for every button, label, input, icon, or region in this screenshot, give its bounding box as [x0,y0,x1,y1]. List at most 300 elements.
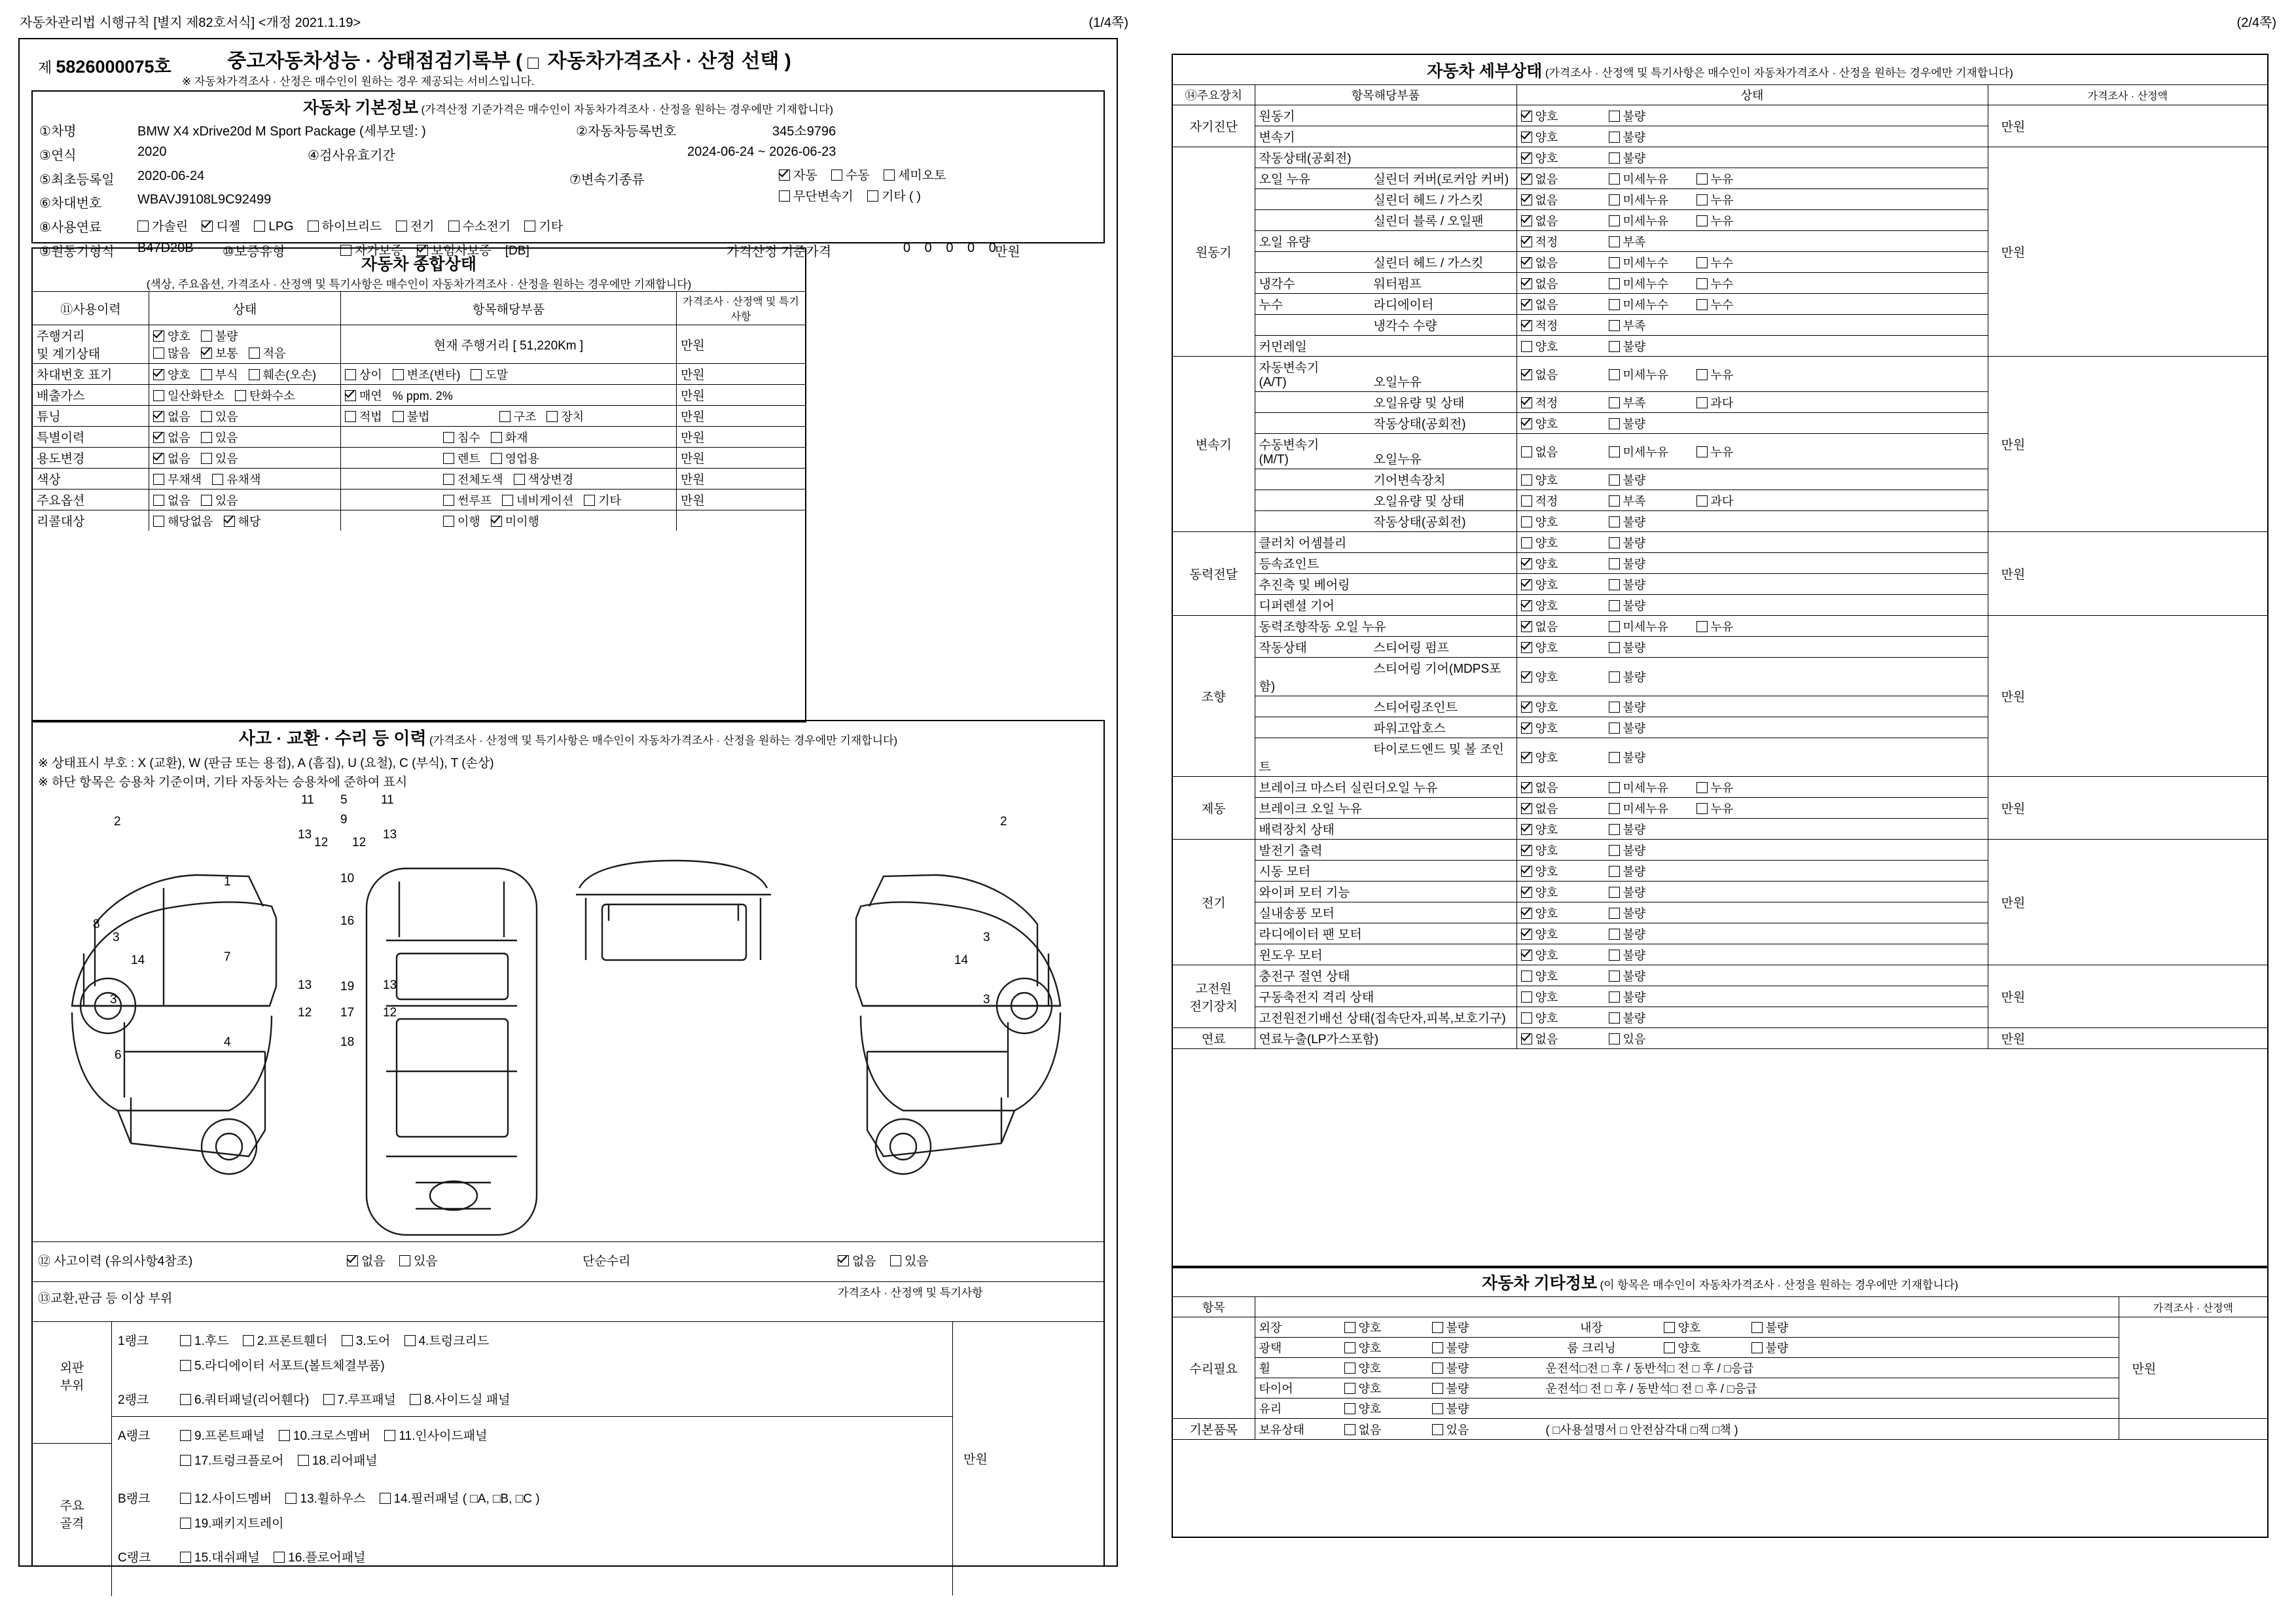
detail-state-cell[interactable] [1516,434,1988,469]
detail-state-cell[interactable] [1516,574,1988,595]
detail-g6-r0-0-checkbox[interactable] [1521,845,1532,856]
etc-g0-l1-1-checkbox[interactable] [1432,1342,1443,1353]
etc-g0-l0-1-checkbox[interactable] [1432,1322,1443,1333]
row-state-vinmark[interactable]: 양호 부식 훼손(오손) [149,364,341,385]
simple-none-checkbox[interactable] [838,1255,849,1266]
detail-g1-r4-0-checkbox[interactable] [1521,236,1532,247]
row-state-usechange[interactable]: 없음 있음 [149,448,341,469]
detail-g4-r2-0-checkbox[interactable] [1521,671,1532,683]
detail-g2-r5-0-checkbox[interactable] [1521,495,1532,507]
detail-g1-r2-0-label: 없음 [1535,193,1558,207]
detail-g1-r5-0-checkbox[interactable] [1521,257,1532,268]
detail-g2-r4-0-checkbox[interactable] [1521,474,1532,486]
detail-g2-r2-0-label: 양호 [1535,417,1558,431]
fuel-etc-checkbox[interactable] [524,221,535,232]
detail-g6-r5-1-checkbox[interactable] [1609,950,1620,961]
detail-g1-r3-0-checkbox[interactable] [1521,215,1532,226]
detail-g1-r3-1-checkbox[interactable] [1609,215,1620,226]
part-quarter-panel-checkbox[interactable] [180,1394,191,1405]
detail-g2-r1-1-checkbox[interactable] [1609,397,1620,408]
options-yes-checkbox[interactable] [201,495,212,506]
rank-2-items[interactable]: 6.쿼터패널(리어휀다) 7.루프패널 8.사이드실 패널 [180,1390,520,1408]
detail-g7-r0-0-checkbox[interactable] [1521,971,1532,982]
detail-g4-r4-1-checkbox[interactable] [1609,722,1620,734]
detail-g1-r5-2-checkbox[interactable] [1696,257,1708,268]
detail-g2-r3-2-label: 누유 [1710,445,1734,459]
etc-g0-l1-1-label: 불량 [1446,1342,1469,1355]
row-state-recall[interactable]: 해당없음 해당 [149,510,341,531]
detail-g1-r0-1-label: 불량 [1623,151,1646,165]
detail-g8-r0-0-checkbox[interactable] [1521,1033,1532,1044]
etc-g0-l2-0-checkbox[interactable] [1344,1363,1355,1374]
detail-g4-r1-1-checkbox[interactable] [1609,642,1620,653]
detail-g0-r1-0-checkbox[interactable] [1521,132,1532,143]
detail-g4-r3-1-checkbox[interactable] [1609,702,1620,713]
detail-g3-r2-0-checkbox[interactable] [1521,579,1532,590]
transmission-manual-checkbox[interactable] [831,169,842,181]
detail-state-cell[interactable] [1516,210,1988,231]
detail-g5-r1-2-checkbox[interactable] [1696,803,1708,814]
detail-state-cell[interactable] [1516,861,1988,882]
emission-values: % ppm. 2% [392,389,453,402]
detail-g2-r3-0-checkbox[interactable] [1521,446,1532,457]
transmission-etc-checkbox[interactable] [867,190,878,202]
part-inside-panel-checkbox[interactable] [384,1430,395,1441]
fuel-hydrogen-checkbox[interactable] [448,221,459,232]
detail-state-cell[interactable] [1516,777,1988,798]
row-state-options[interactable]: 없음 있음 [149,490,341,510]
tuning-yes-checkbox[interactable] [201,411,212,422]
fuel-diesel-checkbox[interactable] [202,221,213,232]
fuel-hybrid-checkbox[interactable] [308,221,319,232]
detail-subpart-name: 실린더 헤드 / 가스킷 [1373,194,1484,207]
row-state-special[interactable]: 없음 있음 [149,427,341,448]
detail-g7-r0-1-checkbox[interactable] [1609,971,1620,982]
detail-g4-r5-1-checkbox[interactable] [1609,752,1620,763]
option-sunroof-checkbox[interactable] [443,495,454,506]
transmission-options[interactable] [779,166,1093,204]
rank-b-items-2[interactable]: 19.패키지트레이 [180,1514,295,1531]
detail-g4-r1-0-checkbox[interactable] [1521,642,1532,653]
detail-state-cell[interactable] [1516,336,1988,357]
part-cross-member-checkbox[interactable] [279,1430,290,1441]
part-radiator-support-checkbox[interactable] [180,1360,191,1371]
etc-g0-l4-1-checkbox[interactable] [1432,1403,1443,1414]
part-hood-checkbox[interactable] [180,1335,191,1346]
rank-1-items[interactable]: 1.후드 2.프론트휀더 3.도어 4.트렁크리드 [180,1331,499,1349]
detail-g1-r2-1-checkbox[interactable] [1609,194,1620,205]
table-row [1173,1358,2267,1378]
accident-none-checkbox[interactable] [347,1255,358,1266]
diagram-number-14-left: 14 [131,954,145,967]
detail-state-cell[interactable] [1516,595,1988,616]
detail-g5-r1-1-checkbox[interactable] [1609,803,1620,814]
detail-g5-r1-1-label: 미세누유 [1623,802,1669,815]
detail-g7-r1-0-checkbox[interactable] [1521,991,1532,1003]
tuning-device-checkbox[interactable] [547,411,558,422]
detail-g1-r7-0-checkbox[interactable] [1521,299,1532,310]
detail-state-cell[interactable] [1516,902,1988,923]
detail-part-name: 추진축 및 베어링 [1259,579,1350,592]
etc-g0-l1-r-0-checkbox[interactable] [1664,1342,1675,1353]
detail-g4-r2-1-checkbox[interactable] [1609,671,1620,683]
part-trunk-floor-checkbox[interactable] [180,1455,191,1466]
etc-line-cell[interactable] [1255,1378,2119,1399]
detail-state-cell[interactable] [1516,357,1988,392]
detail-g5-r0-0-checkbox[interactable] [1521,782,1532,793]
color-fullpaint-checkbox[interactable] [443,474,454,485]
part-dash-panel-checkbox[interactable] [180,1552,191,1563]
detail-state-cell[interactable] [1516,168,1988,189]
rank-b-items[interactable]: 12.사이드멤버 13.휠하우스 14.필러패널 ( □A, □B, □C ) [180,1489,550,1507]
detail-g1-r7-2-checkbox[interactable] [1696,299,1708,310]
detail-state-cell[interactable] [1516,1028,1988,1049]
field-label-enginetype: 원동기형식 [50,245,115,259]
tuning-structure-checkbox[interactable] [499,411,511,422]
detail-g2-r5-1-checkbox[interactable] [1609,495,1620,507]
detail-g6-r2-1-checkbox[interactable] [1609,887,1620,898]
special-fire-checkbox[interactable] [491,432,502,443]
row-parts-color[interactable]: 전체도색 색상변경 [341,469,677,490]
detail-g2-r5-2-checkbox[interactable] [1696,495,1708,507]
row-state-tuning[interactable]: 없음 있음 [149,406,341,427]
detail-g1-r6-1-checkbox[interactable] [1609,278,1620,289]
row-parts-vinmark[interactable]: 상이 변조(변타) 도말 [341,364,677,385]
detail-g4-r0-0-checkbox[interactable] [1521,621,1532,632]
detail-g2-r0-2-checkbox[interactable] [1696,369,1708,380]
etc-line-cell[interactable] [1255,1338,2119,1358]
detail-g2-r3-2-checkbox[interactable] [1696,446,1708,457]
row-state-emission[interactable]: 일산화탄소 탄화수소 [149,385,341,406]
emission-hc-checkbox[interactable] [235,390,246,401]
option-navigation-checkbox[interactable] [502,495,513,506]
table-row [1173,1028,2267,1049]
simple-yes-checkbox[interactable] [890,1255,901,1266]
row-state-mileage[interactable]: 양호 불량 많음 보통 적음 [149,325,341,364]
etc-g0-l4-0-checkbox[interactable] [1344,1403,1355,1414]
detail-g2-r0-1-checkbox[interactable] [1609,369,1620,380]
vin-good-checkbox[interactable] [153,369,164,380]
detail-state-cell[interactable] [1516,511,1988,532]
field-no-2: ② [576,124,588,139]
part-trunk-lid-checkbox[interactable] [404,1335,416,1346]
detail-g4-r4-0-checkbox[interactable] [1521,722,1532,734]
detail-g2-r4-1-checkbox[interactable] [1609,474,1620,486]
detail-state-cell[interactable] [1516,189,1988,210]
row-parts-tuning[interactable]: 적법 불법 구조 장치 [341,406,677,427]
detail-state-cell[interactable] [1516,294,1988,315]
detail-g5-r0-1-checkbox[interactable] [1609,782,1620,793]
detail-g1-r7-0-label: 없음 [1535,298,1558,312]
detail-g4-r5-0-checkbox[interactable] [1521,752,1532,763]
usechange-none-checkbox[interactable] [153,453,164,464]
recall-done-checkbox[interactable] [443,516,454,527]
etc-g0-l3-1-checkbox[interactable] [1432,1383,1443,1394]
part-wheel-house-checkbox[interactable] [285,1493,296,1504]
detail-g5-r0-2-checkbox[interactable] [1696,782,1708,793]
row-parts-recall[interactable]: 이행 미이행 [341,510,677,531]
vin-corrosion-checkbox[interactable] [201,369,212,380]
mileage-many-checkbox[interactable] [153,348,164,359]
detail-g2-r2-1-checkbox[interactable] [1609,418,1620,429]
detail-g3-r3-0-checkbox[interactable] [1521,600,1532,611]
rank-a-items-2[interactable]: 17.트렁크플로어 18.리어패널 [180,1451,388,1469]
mileage-good-checkbox[interactable] [153,330,164,342]
detail-state-cell[interactable] [1516,490,1988,511]
detail-state-cell[interactable] [1516,273,1988,294]
detail-g2-r3-0-label: 없음 [1535,445,1558,459]
detail-g2-r6-0-checkbox[interactable] [1521,516,1532,527]
detail-g1-r7-1-checkbox[interactable] [1609,299,1620,310]
detail-g4-r3-0-label: 양호 [1535,700,1558,714]
usechange-yes-checkbox[interactable] [201,453,212,464]
part-package-tray-checkbox[interactable] [180,1518,191,1529]
detail-g1-r2-0-checkbox[interactable] [1521,194,1532,205]
color-chromatic-checkbox[interactable] [212,474,223,485]
diagram-number-13b: 13 [383,828,397,842]
etc-line-sublabel: 내장 [1580,1321,1603,1334]
fuel-electric-checkbox[interactable] [396,221,407,232]
accident-yes-checkbox[interactable] [399,1255,410,1266]
field-no-6: ⑥ [39,196,51,211]
detail-g6-r0-1-checkbox[interactable] [1609,845,1620,856]
price-survey-checkbox[interactable] [528,58,539,69]
right-page-number: (2/4쪽) [2236,16,2276,30]
usechange-business-checkbox[interactable] [491,453,502,464]
detail-g1-r3-2-checkbox[interactable] [1696,215,1708,226]
row-price-emission: 만원 [677,385,806,406]
detail-g2-r0-0-checkbox[interactable] [1521,369,1532,380]
vin-altered-checkbox[interactable] [393,369,404,380]
detail-state-cell[interactable] [1516,882,1988,902]
emission-smoke-checkbox[interactable] [345,390,356,401]
mileage-few-checkbox[interactable] [249,348,260,359]
detail-g2-r1-0-checkbox[interactable] [1521,397,1532,408]
option-etc-checkbox[interactable] [584,495,595,506]
detail-state-cell[interactable] [1516,553,1988,574]
detail-state-cell[interactable] [1516,986,1988,1007]
transmission-cvt-checkbox[interactable] [779,190,790,202]
etc-g0-l0-r-0-checkbox[interactable] [1664,1322,1675,1333]
detail-g6-r1-0-checkbox[interactable] [1521,866,1532,877]
detail-state-cell[interactable] [1516,965,1988,986]
detail-state-cell[interactable] [1516,658,1988,696]
etc-line-cell[interactable] [1255,1399,2119,1419]
detail-g7-r2-1-checkbox[interactable] [1609,1012,1620,1024]
detail-state-cell[interactable] [1516,147,1988,168]
detail-g1-r8-0-checkbox[interactable] [1521,320,1532,331]
detail-state-cell[interactable] [1516,696,1988,717]
recall-na-checkbox[interactable] [153,516,164,527]
law-reference: 자동차관리법 시행규칙 [별지 제82호서식] <개정 2021.1.19> [20,16,361,30]
rank-1-items-2[interactable]: 5.라디에이터 서포트(볼트체결부품) [180,1356,395,1374]
detail-state-cell[interactable] [1516,252,1988,273]
detail-g5-r2-1-checkbox[interactable] [1609,824,1620,835]
etc-g0-l2-1-checkbox[interactable] [1432,1363,1443,1374]
detail-g1-r9-1-checkbox[interactable] [1609,341,1620,352]
detail-state-cell[interactable] [1516,469,1988,490]
detail-g1-r1-2-checkbox[interactable] [1696,173,1708,185]
etc-g1-l0-1-checkbox[interactable] [1432,1424,1443,1435]
special-none-checkbox[interactable] [153,432,164,443]
detail-g1-r1-1-checkbox[interactable] [1609,173,1620,185]
detail-state-cell[interactable] [1516,637,1988,658]
vin-diff-checkbox[interactable] [345,369,356,380]
part-front-fender-checkbox[interactable] [243,1335,254,1346]
detail-g5-r1-0-checkbox[interactable] [1521,803,1532,814]
detail-g1-r0-1-checkbox[interactable] [1609,152,1620,164]
detail-g3-r0-1-checkbox[interactable] [1609,537,1620,548]
color-change-checkbox[interactable] [514,474,525,485]
color-achromatic-checkbox[interactable] [153,474,164,485]
tuning-none-checkbox[interactable] [153,411,164,422]
detail-state-cell[interactable] [1516,923,1988,944]
tuning-legal-checkbox[interactable] [345,411,356,422]
transmission-semiauto-checkbox[interactable] [884,169,895,181]
detail-g4-r0-1-checkbox[interactable] [1609,621,1620,632]
etc-g0-l1-r-1-checkbox[interactable] [1751,1342,1763,1353]
row-parts-options[interactable]: 썬루프 네비게이션 기타 [341,490,677,510]
detail-g7-r1-1-checkbox[interactable] [1609,991,1620,1003]
fuel-gasoline-checkbox[interactable] [137,221,149,232]
detail-g1-r2-2-checkbox[interactable] [1696,194,1708,205]
etc-g0-l3-0-checkbox[interactable] [1344,1383,1355,1394]
detail-g7-r2-0-checkbox[interactable] [1521,1012,1532,1024]
detail-g2-r1-2-checkbox[interactable] [1696,397,1708,408]
detail-g1-r6-0-checkbox[interactable] [1521,278,1532,289]
detail-g3-r3-1-checkbox[interactable] [1609,600,1620,611]
detail-g0-r0-0-checkbox[interactable] [1521,111,1532,122]
detail-state-cell[interactable] [1516,798,1988,819]
detail-g6-r3-1-checkbox[interactable] [1609,908,1620,919]
part-rear-panel-checkbox[interactable] [298,1455,309,1466]
part-roof-panel-checkbox[interactable] [323,1394,334,1405]
part-pillar-panel-checkbox[interactable] [380,1493,391,1504]
options-none-checkbox[interactable] [153,495,164,506]
recall-yes-checkbox[interactable] [224,516,235,527]
detail-state-cell[interactable] [1516,315,1988,336]
detail-state-cell[interactable] [1516,105,1988,126]
part-side-member-checkbox[interactable] [180,1493,191,1504]
detail-g3-r1-1-checkbox[interactable] [1609,558,1620,569]
detail-state-cell[interactable] [1516,126,1988,147]
detail-g2-r6-1-checkbox[interactable] [1609,516,1620,527]
detail-g4-r3-0-checkbox[interactable] [1521,702,1532,713]
detail-g6-r2-0-checkbox[interactable] [1521,887,1532,898]
simple-repair-options[interactable]: 없음 있음 [838,1251,939,1269]
row-parts-emission[interactable]: 매연 % ppm. 2% [341,385,677,406]
detail-g1-r8-1-checkbox[interactable] [1609,320,1620,331]
tuning-illegal-checkbox[interactable] [393,411,404,422]
mileage-normal-checkbox[interactable] [201,348,212,359]
row-parts-usechange[interactable]: 렌트 영업용 [341,448,677,469]
detail-g3-r0-0-checkbox[interactable] [1521,537,1532,548]
detail-g0-r1-1-checkbox[interactable] [1609,132,1620,143]
vin-erased-checkbox[interactable] [471,369,482,380]
rank-c-items[interactable]: 15.대쉬패널 16.플로어패널 [180,1548,376,1565]
etc-g0-l0-0-checkbox[interactable] [1344,1322,1355,1333]
detail-g1-r0-0-checkbox[interactable] [1521,152,1532,164]
transmission-auto-checkbox[interactable] [779,169,790,181]
detail-g4-r0-2-checkbox[interactable] [1696,621,1708,632]
part-side-sill-checkbox[interactable] [410,1394,421,1405]
special-flood-checkbox[interactable] [443,432,454,443]
etc-line-extra[interactable]: 운전석□ 전 □ 후 / 동반석□ 전 □ 후 / □응급 [1545,1382,1757,1395]
etc-line-extra[interactable]: ( □사용설명서 □ 안전삼각대 □잭 □책 ) [1545,1423,1738,1436]
detail-state-cell[interactable] [1516,738,1988,777]
detail-g1-r4-1-checkbox[interactable] [1609,236,1620,247]
transmission-etc-label: 기타 ( ) [882,190,921,204]
detail-g8-r0-1-checkbox[interactable] [1609,1033,1620,1044]
detail-g3-r1-0-checkbox[interactable] [1521,558,1532,569]
etc-line-extra[interactable]: 운전석□전 □ 후 / 동반석□ 전 □ 후 / □응급 [1545,1362,1754,1375]
detail-g1-r1-0-checkbox[interactable] [1521,173,1532,185]
detail-state-cell[interactable] [1516,840,1988,861]
detail-g1-r9-0-checkbox[interactable] [1521,341,1532,352]
etc-line-cell[interactable] [1255,1419,2119,1440]
detail-state-cell[interactable] [1516,231,1988,252]
etc-g0-l0-r-1-checkbox[interactable] [1751,1322,1763,1333]
detail-state-cell[interactable] [1516,616,1988,637]
row-parts-special[interactable]: 침수 화재 [341,427,677,448]
detail-g6-r4-0-checkbox[interactable] [1521,929,1532,940]
part-door-checkbox[interactable] [342,1335,353,1346]
detail-state-cell[interactable] [1516,717,1988,738]
detail-g0-r0-1-checkbox[interactable] [1609,111,1620,122]
usechange-rent-checkbox[interactable] [443,453,454,464]
detail-state-cell[interactable] [1516,819,1988,840]
special-yes-checkbox[interactable] [201,432,212,443]
detail-state-cell[interactable] [1516,413,1988,434]
detail-g6-r4-1-checkbox[interactable] [1609,929,1620,940]
detail-g6-r1-1-checkbox[interactable] [1609,866,1620,877]
accident-history-options[interactable]: 없음 있음 [347,1251,448,1269]
detail-state-cell[interactable] [1516,392,1988,413]
detail-state-cell[interactable] [1516,532,1988,553]
detail-g5-r2-0-checkbox[interactable] [1521,824,1532,835]
emission-co-checkbox[interactable] [153,390,164,401]
detail-g4-r4-1-label: 불량 [1623,721,1646,735]
detail-g1-r6-2-checkbox[interactable] [1696,278,1708,289]
mileage-bad-checkbox[interactable] [201,330,212,342]
fuel-options[interactable] [137,217,573,234]
part-front-panel-checkbox[interactable] [180,1430,191,1441]
etc-line-cell[interactable] [1255,1358,2119,1378]
etc-line-cell[interactable] [1255,1317,2119,1338]
row-state-color[interactable]: 무채색 유채색 [149,469,341,490]
detail-g6-r5-0-checkbox[interactable] [1521,950,1532,961]
etc-g0-l1-0-checkbox[interactable] [1344,1342,1355,1353]
detail-g2-r2-0-checkbox[interactable] [1521,418,1532,429]
table-row [33,406,805,427]
detail-state-cell[interactable] [1516,944,1988,965]
etc-g1-l0-0-checkbox[interactable] [1344,1424,1355,1435]
detail-g3-r2-1-checkbox[interactable] [1609,579,1620,590]
detail-state-cell[interactable] [1516,1007,1988,1028]
part-floor-panel-checkbox[interactable] [274,1552,285,1563]
fuel-lpg-checkbox[interactable] [254,221,265,232]
detail-subpart-name: 기어변속장치 [1373,474,1446,488]
detail-g6-r3-0-checkbox[interactable] [1521,908,1532,919]
detail-g4-r0-1-label: 미세누유 [1623,620,1669,633]
detail-g1-r5-1-checkbox[interactable] [1609,257,1620,268]
detail-part-cell [1255,637,1516,658]
rank-a-items[interactable]: 9.프론트패널 10.크로스멤버 11.인사이드패널 [180,1426,498,1444]
vin-damage-checkbox[interactable] [249,369,260,380]
row-label-usechange: 용도변경 [33,448,149,469]
recall-notdone-checkbox[interactable] [491,516,502,527]
detail-g2-r3-1-checkbox[interactable] [1609,446,1620,457]
